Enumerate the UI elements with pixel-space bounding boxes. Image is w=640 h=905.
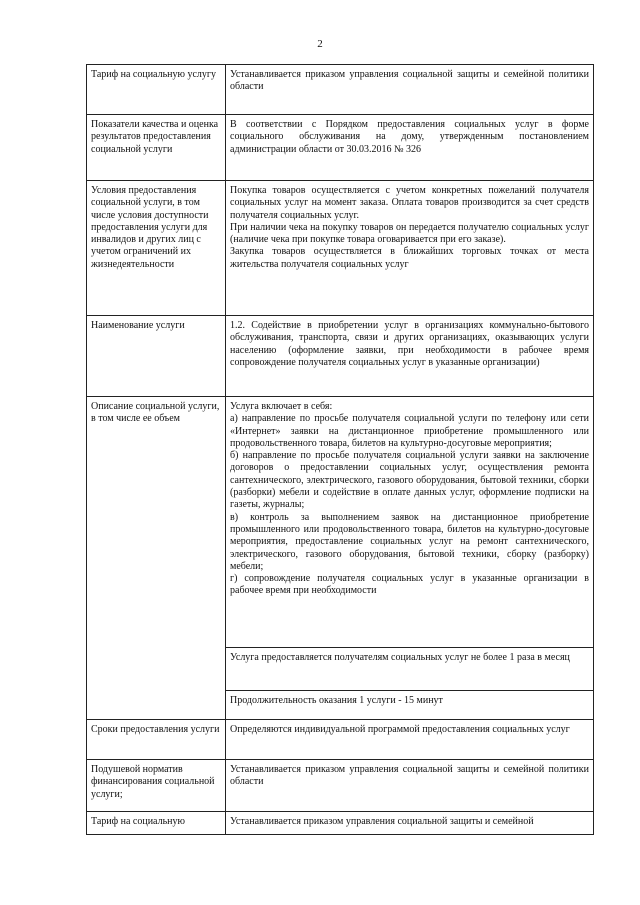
table-row bbox=[87, 397, 594, 648]
row-value-text: Закупка товаров осуществляется в ближайших торговых точках от места жительства получателя социальных услуг bbox=[230, 246, 589, 270]
table-row bbox=[87, 181, 594, 316]
table-row bbox=[87, 115, 594, 181]
row-label: Сроки предоставления услуги bbox=[87, 720, 226, 760]
table-row bbox=[87, 812, 594, 835]
row-value bbox=[226, 648, 594, 691]
row-value bbox=[226, 397, 594, 648]
row-value-text: а) направление по просьбе получателя социальной услуги по телефону или сети «Интернет» заявки на дистанционное приобретение промышленного или продовольственного товара, билетов на культурно-досуговые мероприятия; bbox=[230, 413, 589, 449]
table-row bbox=[87, 720, 594, 760]
row-label: Тариф на социальную bbox=[87, 812, 226, 835]
row-label: Подушевой норматив финансирования социальной услуги; bbox=[87, 760, 226, 812]
page-number: 2 bbox=[317, 38, 323, 50]
row-value-text: в) контроль за выполнением заявок на дистанционное приобретение промышленного или продовольственного товара, билетов на культурно-досуговые мероприятия, предоставление социальных услуг на ремонт сантехнического, электрического, газового оборудования, бытовой техники, сборку (разборку) мебели; bbox=[230, 511, 589, 572]
row-value-text: В соответствии с Порядком предоставления социальных услуг в форме социального обслуживания на дому, утвержденным постановлением администрации области от 30.03.2016 № 326 bbox=[230, 119, 589, 155]
row-label: Показатели качества и оценка результатов предоставления социальной услуги bbox=[87, 115, 226, 181]
row-value-text: г) сопровождение получателя социальных услуг в указанные организации в рабочее время при необходимости bbox=[230, 573, 589, 597]
row-label: Условия предоставления социальной услуги, в том числе условия доступности предоставления услуги для инвалидов и других лиц с учетом ограничений их жизнедеятельности bbox=[87, 181, 226, 316]
row-value bbox=[226, 65, 594, 115]
row-value-text: б) направление по просьбе получателя социальной услуги заявки на заключение договоров о предоставлении социальных услуг, осуществления ремонта сантехнического, электрического, газового оборудования, бытовой техники, сборки (разборки) мебели и содействие в оплате данных услуг, оформление подписки на газеты, журналы; bbox=[230, 450, 589, 511]
row-value-text: Услуга включает в себя: bbox=[230, 401, 333, 412]
row-value bbox=[226, 316, 594, 397]
table-row bbox=[87, 65, 594, 115]
row-value bbox=[226, 115, 594, 181]
row-value-text: Устанавливается приказом управления социальной защиты и семейной политики области bbox=[230, 764, 589, 788]
row-value-text: Услуга предоставляется получателям социальных услуг не более 1 раза в месяц bbox=[230, 652, 570, 663]
table-row bbox=[87, 316, 594, 397]
services-table bbox=[86, 64, 594, 835]
row-value-text: Устанавливается приказом управления социальной защиты и семейной bbox=[230, 816, 534, 827]
row-value-text: Устанавливается приказом управления социальной защиты и семейной политики области bbox=[230, 69, 589, 93]
row-value-text: Продолжительность оказания 1 услуги - 15 минут bbox=[230, 695, 443, 706]
row-value bbox=[226, 760, 594, 812]
row-value-text: 1.2. Содействие в приобретении услуг в организациях коммунально-бытового обслуживания, транспорта, связи и других организациях, оказывающих услуги населению (оформление заявки, при необходимости в рабочее время сопровождение получателя социальных услуг в указанные организации) bbox=[230, 320, 589, 368]
row-value bbox=[226, 812, 594, 835]
row-label: Тариф на социальную услугу bbox=[87, 65, 226, 115]
row-value-text: Покупка товаров осуществляется с учетом конкретных пожеланий получателя социальных услуг на момент заказа. Оплата товаров производится за счет средств получателя социальных услуг. bbox=[230, 185, 589, 221]
row-value bbox=[226, 720, 594, 760]
row-label: Наименование услуги bbox=[87, 316, 226, 397]
row-value bbox=[226, 691, 594, 720]
row-label: Описание социальной услуги, в том числе ее объем bbox=[87, 397, 226, 720]
row-value-text: Определяются индивидуальной программой предоставления социальных услуг bbox=[230, 724, 570, 735]
table-row bbox=[87, 760, 594, 812]
row-value bbox=[226, 181, 594, 316]
row-value-text: При наличии чека на покупку товаров он передается получателю социальных услуг (наличие чека при покупке товара оговаривается при его заказе). bbox=[230, 221, 589, 246]
